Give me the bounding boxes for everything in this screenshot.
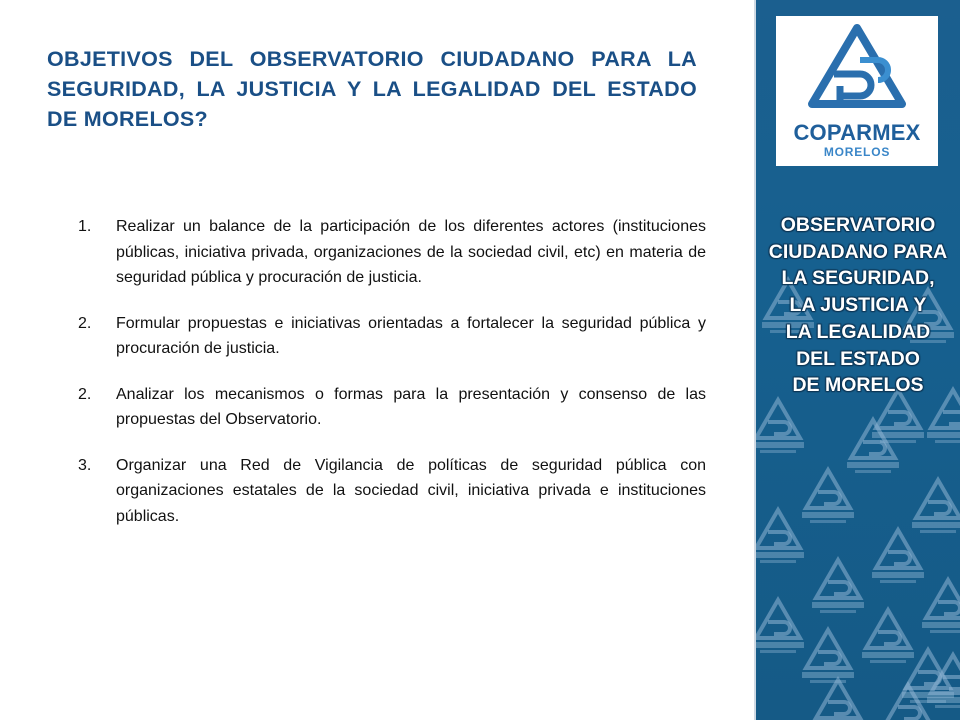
list-item: [78, 214, 706, 291]
logo-sub: MORELOS: [823, 145, 891, 159]
coparmex-logo: [776, 16, 938, 166]
logo-name: COPARMEX: [793, 120, 921, 145]
sidebar-title-line: DEL ESTADO: [796, 347, 920, 370]
coparmex-emblem-icon: [776, 16, 938, 116]
objectives-list: [78, 214, 706, 549]
list-item: [78, 382, 706, 433]
page-title: OBJETIVOS DEL OBSERVATORIO CIUDADANO PARA LA SEGURIDAD, LA JUSTICIA Y LA LEGALIDAD DEL ESTADO DE MORELOS?: [47, 47, 697, 131]
sidebar-title-line: LA JUSTICIA Y: [789, 294, 927, 317]
sidebar-title-line: DE MORELOS: [792, 374, 924, 397]
item-number: 2.: [78, 385, 92, 403]
item-text: Realizar un balance de la participación de los diferentes actores (instituciones públicas, iniciativa privada, organizaciones de la sociedad civil, etc) en materia de seguridad pública y procuración de justicia.: [116, 218, 706, 286]
item-text: Formular propuestas e iniciativas orientadas a fortalecer la seguridad pública y procuración de justicia.: [116, 314, 706, 357]
sidebar-title: [756, 212, 960, 399]
sidebar-title-line: CIUDADANO PARA: [768, 240, 948, 263]
sidebar-banner: [756, 0, 960, 720]
item-number: 1.: [78, 218, 92, 235]
item-text: Analizar los mecanismos o formas para la presentación y consenso de las propuestas del Observatorio.: [116, 385, 706, 428]
item-number: 2.: [78, 314, 92, 332]
item-number: 3.: [78, 456, 92, 474]
list-item: [78, 311, 706, 362]
item-text: Organizar una Red de Vigilancia de políticas de seguridad pública con organizaciones estatales de la sociedad civil, iniciativa privada e instituciones públicas.: [116, 456, 706, 525]
sidebar-title-line: LA LEGALIDAD: [785, 320, 931, 343]
sidebar-title-line: OBSERVATORIO: [780, 214, 936, 236]
sidebar-title-line: LA SEGURIDAD,: [781, 267, 935, 290]
list-item: [78, 453, 706, 530]
